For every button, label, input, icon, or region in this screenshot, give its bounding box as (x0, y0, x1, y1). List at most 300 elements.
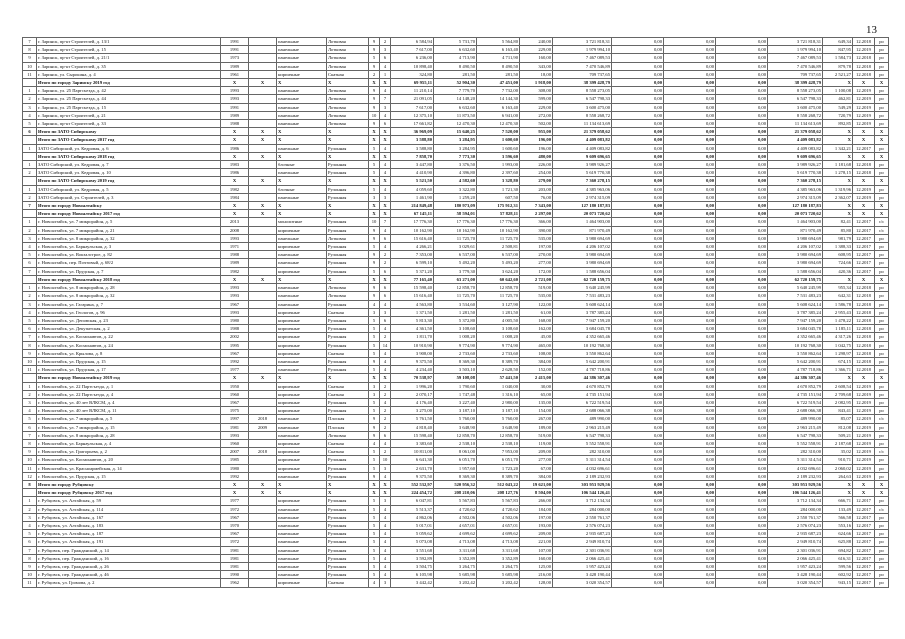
table-cell: 6 047,81 (391, 497, 434, 505)
table-cell: 4 032 696,61 (768, 464, 823, 472)
table-cell: X (853, 275, 875, 283)
table-cell: г. Новоалтайск, ул. Прудская, д. 15 (37, 472, 221, 480)
table-cell: 3 020 354,57 (553, 579, 612, 587)
table-cell: 12.2018 (853, 38, 875, 46)
table-cell: X (249, 374, 277, 382)
table-cell: X (369, 275, 380, 283)
table-cell: 4 (380, 169, 391, 177)
table-cell: 3 550 862,64 (768, 349, 823, 357)
table-cell: 11 210,14 (391, 87, 434, 95)
table-cell: 12.2017 (853, 251, 875, 259)
table-cell: X (380, 152, 391, 160)
table-cell: г. Новоалтайск, ул. Деповская, д. 23 (37, 316, 221, 324)
table-cell: 1 (380, 70, 391, 78)
table-cell: 30,00 (520, 382, 553, 390)
table-cell: 0,00 (664, 161, 716, 169)
table-cell (249, 87, 277, 95)
table-cell: 12.2017 (853, 234, 875, 242)
table-cell: Плоская (327, 423, 369, 431)
table-cell: 6 105,98 (391, 571, 434, 579)
table-row (23, 292, 889, 300)
table-cell: 12.2017 (853, 513, 875, 521)
table-cell: 3 202,42 (477, 579, 520, 587)
table-cell: 2 (380, 423, 391, 431)
table-cell: 2 189 232,93 (768, 472, 823, 480)
table-cell: 20 073 720,62 (553, 210, 612, 218)
table-cell: 0,00 (716, 284, 768, 292)
table-cell: 1 464 903,00 (768, 218, 823, 226)
table-cell: ро (875, 546, 889, 554)
table-cell: Рулонная (327, 538, 369, 546)
table-cell: ро (875, 398, 889, 406)
table-cell: 270,00 (520, 251, 553, 259)
table-row (23, 185, 889, 193)
table-cell: Рулонная (327, 341, 369, 349)
table-cell: 1962 (221, 579, 249, 587)
table-cell: 282 310,00 (553, 448, 612, 456)
table-cell: ро (875, 54, 889, 62)
table-cell: X (380, 374, 391, 382)
table-cell: 0,00 (612, 292, 664, 300)
table-cell: Итого по городу Новоалтайску (37, 202, 221, 210)
table-cell: 6 547 798,33 (768, 431, 823, 439)
table-cell: 7 470 546,89 (768, 62, 823, 70)
table-cell: 2 (369, 70, 380, 78)
table-cell: X (249, 202, 277, 210)
table-cell: 324,80 (391, 70, 434, 78)
table-cell: 7 467 089,53 (768, 54, 823, 62)
table-cell: 2 (23, 390, 37, 398)
table-cell: 1 281,50 (477, 308, 520, 316)
table-cell (23, 489, 37, 497)
table-cell: 0,00 (664, 374, 716, 382)
table-cell: 12.2017 (853, 497, 875, 505)
table-cell: 2 (23, 226, 37, 234)
table-cell: 11 725,70 (477, 292, 520, 300)
table-cell: панельные (277, 505, 327, 513)
table-cell: 0,00 (612, 234, 664, 242)
table-cell: ро (875, 120, 889, 128)
table-cell: 3 779,30 (434, 267, 477, 275)
table-cell: кирпичные (277, 497, 327, 505)
table-row (23, 234, 889, 242)
table-cell: 15 616,40 (391, 292, 434, 300)
table-cell: Рулонная (327, 456, 369, 464)
table-cell: 0,00 (664, 464, 716, 472)
table-cell: 0,00 (716, 513, 768, 521)
table-cell: 209,00 (520, 530, 553, 538)
table-cell: 9 (369, 415, 380, 423)
table-row (23, 62, 889, 70)
table-row (23, 152, 889, 160)
table-cell: 0,00 (612, 341, 664, 349)
table-cell: 3 989 926,27 (553, 161, 612, 169)
table-cell: 2 963 215,49 (768, 423, 823, 431)
table-cell: 216,00 (520, 571, 553, 579)
table-cell: 12.2017 (853, 546, 875, 554)
table-cell: 1 811,70 (391, 333, 434, 341)
table-cell: ро (875, 308, 889, 316)
table-cell: 208 127,76 (477, 489, 520, 497)
table-cell: Рулонная (327, 472, 369, 480)
table-cell: 240,00 (520, 38, 553, 46)
table-cell: 284 000,00 (768, 505, 823, 513)
table-cell: 674,15 (823, 357, 853, 365)
table-cell: 0,00 (716, 95, 768, 103)
table-cell: X (327, 152, 369, 160)
table-cell: 3 029,61 (434, 243, 477, 251)
table-cell: X (853, 202, 875, 210)
table-cell: X (875, 202, 889, 210)
table-cell: 4 (380, 563, 391, 571)
table-cell: 0,00 (612, 579, 664, 587)
table-cell: 0,00 (716, 415, 768, 423)
table-cell: Рулонная (327, 218, 369, 226)
table-cell: 6 (23, 538, 37, 546)
table-cell: 58 594,01 (434, 210, 477, 218)
table-cell: 8 490,50 (477, 62, 520, 70)
table-cell: 4 657,01 (477, 521, 520, 529)
table-cell: 0,00 (716, 136, 768, 144)
table-cell: 1 (23, 218, 37, 226)
table-cell: 4 361,50 (391, 325, 434, 333)
table-cell: панельные (277, 38, 327, 46)
table-cell: 4 (380, 546, 391, 554)
table-cell: 3 227,40 (434, 398, 477, 406)
table-cell (249, 161, 277, 169)
table-cell: панельные (277, 259, 327, 267)
table-cell (249, 530, 277, 538)
table-cell: 2 187,68 (823, 439, 853, 447)
table-cell: 1988 (221, 120, 249, 128)
table-cell: 12 375,10 (391, 111, 434, 119)
table-cell: X (380, 177, 391, 185)
table-cell: 1995 (221, 341, 249, 349)
table-cell: 9 (23, 349, 37, 357)
table-cell: 0,00 (716, 349, 768, 357)
table-cell: 1977 (221, 366, 249, 374)
table-cell: 0,00 (612, 251, 664, 259)
table-cell: 3 383,60 (391, 439, 434, 447)
table-cell: 5 567,83 (434, 497, 477, 505)
table-cell: X (221, 152, 249, 160)
table-cell: X (277, 202, 327, 210)
table-cell: 0,00 (664, 472, 716, 480)
table-cell: 106 544 126,41 (553, 489, 612, 497)
table-cell: 0,00 (716, 70, 768, 78)
table-cell: 489 990,00 (768, 415, 823, 423)
table-cell: 0,00 (664, 152, 716, 160)
table-cell (249, 398, 277, 406)
table-cell: 3 712 134,34 (553, 497, 612, 505)
table-cell: 303 953 929,56 (553, 480, 612, 488)
table-cell: 5 (369, 563, 380, 571)
table-cell: 12 858,70 (434, 431, 477, 439)
table-cell: 0,00 (664, 54, 716, 62)
table-cell: 0,00 (612, 308, 664, 316)
table-cell: 4 (380, 87, 391, 95)
table-cell: 0,00 (612, 87, 664, 95)
table-cell: 0,00 (716, 366, 768, 374)
table-cell: 9 (369, 357, 380, 365)
table-cell: 871 970,49 (553, 226, 612, 234)
table-cell: 0,00 (612, 202, 664, 210)
table-row (23, 563, 889, 571)
table-cell: 6 (23, 325, 37, 333)
table-cell: 0,00 (716, 374, 768, 382)
table-cell: 1975 (221, 407, 249, 415)
table-cell: X (875, 79, 889, 87)
table-cell: Рулонная (327, 185, 369, 193)
table-cell: 0,00 (664, 111, 716, 119)
table-cell: 3 721 818,31 (768, 38, 823, 46)
table-cell: 3 980 694,69 (768, 234, 823, 242)
table-row (23, 431, 889, 439)
table-cell: 1 (23, 144, 37, 152)
table-cell (249, 366, 277, 374)
table-cell: 203,00 (520, 185, 553, 193)
table-cell (249, 243, 277, 251)
table-cell: Рулонная (327, 563, 369, 571)
table-cell: 5 619 770,38 (553, 169, 612, 177)
table-cell (249, 563, 277, 571)
table-cell: 4 396,80 (434, 169, 477, 177)
table-cell: кирпичные (277, 456, 327, 464)
table-cell: панельные (277, 472, 327, 480)
table-cell: 4 (380, 357, 391, 365)
table-cell: ро (875, 423, 889, 431)
table-cell: 0,00 (612, 62, 664, 70)
table-cell: 384,00 (520, 357, 553, 365)
table-cell: 0,00 (664, 144, 716, 152)
table-cell: 2 (23, 95, 37, 103)
table-cell: 4 657,01 (434, 521, 477, 529)
table-cell: Плоская (327, 415, 369, 423)
table-cell: 1 (23, 284, 37, 292)
table-cell: 0,00 (664, 226, 716, 234)
table-cell: 694,82 (823, 546, 853, 554)
table-cell: 4 (380, 505, 391, 513)
table-cell: кирпичные (277, 226, 327, 234)
table-cell: 2 (380, 407, 391, 415)
table-cell: 65,00 (520, 390, 553, 398)
table-cell: 0,00 (716, 259, 768, 267)
table-cell: 3 600 475,00 (553, 103, 612, 111)
table-cell: г. Заринск, ул. 25 Партсъезда, д. 42 (37, 87, 221, 95)
table-cell: г. Заринск, ул. 25 Партсъезда, д. 44 (37, 95, 221, 103)
table-cell: 7 470 546,89 (553, 62, 612, 70)
table-cell: 12.2019 (853, 185, 875, 193)
table-cell: 12.2019 (853, 448, 875, 456)
table-cell: ро (875, 407, 889, 415)
table-cell: 1984 (221, 193, 249, 201)
table-cell: 0,00 (612, 185, 664, 193)
table-cell: 172,00 (520, 267, 553, 275)
table-cell: 343,00 (520, 62, 553, 70)
table-cell: X (369, 210, 380, 218)
table-cell: 0,00 (612, 193, 664, 201)
table-cell: 2 066 425,41 (768, 554, 823, 562)
table-cell: 0,00 (664, 439, 716, 447)
table-cell: 0,00 (612, 513, 664, 521)
table-cell: 5 685,98 (477, 571, 520, 579)
table-cell: 119,00 (520, 439, 553, 447)
table-cell: 2 397,60 (477, 169, 520, 177)
table-cell: 0,00 (716, 357, 768, 365)
table-cell: 502,00 (520, 120, 553, 128)
table-cell: 3 (380, 497, 391, 505)
table-cell: 871 970,49 (768, 226, 823, 234)
table-cell: 1961 (221, 70, 249, 78)
table-cell: панельные (277, 284, 327, 292)
table-cell: 10 162,90 (391, 226, 434, 234)
table-cell: панельные (277, 357, 327, 365)
table-cell: 0,00 (716, 390, 768, 398)
table-cell: г. Заринск, ул. 25 Партсъезда, д. 15 (37, 103, 221, 111)
table-cell: 2 688 066,38 (553, 407, 612, 415)
table-cell: 4 (380, 398, 391, 406)
table-cell: 4 234,40 (391, 366, 434, 374)
table-row (23, 169, 889, 177)
table-cell: г. Рубцовск, ул. Алтайская, д. 191 (37, 538, 221, 546)
table-cell: 0,00 (664, 530, 716, 538)
table-cell: ро (875, 390, 889, 398)
table-cell: 3 (380, 193, 391, 201)
table-cell: 0,00 (664, 292, 716, 300)
table-cell: X (221, 489, 249, 497)
table-cell: Итого по ЗАТО Сибирскому 2017 год (37, 136, 221, 144)
table-cell: 3 020 354,57 (768, 579, 823, 587)
table-cell: г. Новоалтайск, ул. Космонавтов, д. 22 (37, 333, 221, 341)
table-cell: 3 (369, 308, 380, 316)
table-cell: Рулонная (327, 259, 369, 267)
table-cell (249, 193, 277, 201)
table-cell: 7 343,00 (520, 202, 553, 210)
table-row (23, 407, 889, 415)
table-cell: 0,00 (612, 275, 664, 283)
table-cell: 133,49 (823, 505, 853, 513)
table-cell: 0,00 (612, 243, 664, 251)
table-cell: 12.2018 (853, 62, 875, 70)
table-cell: кирпичные (277, 333, 327, 341)
table-row (23, 120, 889, 128)
table-cell: 10 (380, 456, 391, 464)
table-cell: 35,02 (823, 448, 853, 456)
table-cell: 3 648,90 (477, 423, 520, 431)
table-cell: X (369, 79, 380, 87)
table-cell: 3 187,10 (477, 407, 520, 415)
table-cell: 127 180 187,83 (553, 202, 612, 210)
table-cell: 1 747,48 (434, 390, 477, 398)
table-cell: 1 008,20 (434, 333, 477, 341)
table-cell: X (277, 128, 327, 136)
table-cell: ро (875, 579, 889, 587)
table-cell: 2008 (221, 226, 249, 234)
table-cell: ро (875, 251, 889, 259)
table-cell: X (823, 177, 853, 185)
table-cell: 1981 (221, 554, 249, 562)
table-cell: X (853, 374, 875, 382)
table-row (23, 46, 889, 54)
table-cell: ро (875, 530, 889, 538)
table-cell: 106 544 126,41 (768, 489, 823, 497)
table-cell: 0,00 (716, 46, 768, 54)
table-cell: 4 670 852,79 (553, 382, 612, 390)
table-cell: 420,36 (823, 267, 853, 275)
table-cell: 812,08 (823, 423, 853, 431)
table-cell: 15 598,40 (391, 431, 434, 439)
table-cell: 607,50 (477, 193, 520, 201)
table-cell: 2018 (249, 448, 277, 456)
table-cell: 9 375,50 (391, 472, 434, 480)
table-cell: 6 051,70 (434, 456, 477, 464)
table-cell: 6 722 519,54 (768, 398, 823, 406)
table-cell: 7 (380, 218, 391, 226)
table-cell: 11 725,70 (434, 234, 477, 242)
table-cell: 12.2017 (853, 144, 875, 152)
table-cell: 12.2018 (853, 366, 875, 374)
table-cell: 1 316,10 (477, 390, 520, 398)
table-cell: 5 (369, 464, 380, 472)
table-cell: 2 (23, 193, 37, 201)
table-cell: 4 699,62 (477, 530, 520, 538)
table-cell: 11 725,70 (434, 292, 477, 300)
table-cell: 1967 (221, 530, 249, 538)
table-cell: 7 947 159,20 (768, 316, 823, 324)
table-cell: 624,66 (823, 530, 853, 538)
table-cell: 5 731,70 (434, 38, 477, 46)
table-cell: кирпичные (277, 398, 327, 406)
table-cell: 3 284,95 (434, 136, 477, 144)
table-cell: ро (875, 456, 889, 464)
table-cell: 4 713,90 (434, 54, 477, 62)
table-cell: X (823, 128, 853, 136)
table-cell: 5 640 245,99 (553, 284, 612, 292)
table-cell: панельные (277, 234, 327, 242)
table-cell: 1993 (221, 87, 249, 95)
table-cell: Рулонная (327, 546, 369, 554)
table-cell: 5 (23, 251, 37, 259)
table-cell: 0,00 (664, 136, 716, 144)
table-cell: 0,00 (716, 448, 768, 456)
table-cell: Рулонная (327, 333, 369, 341)
table-cell: 108,00 (520, 349, 553, 357)
table-cell: 535,00 (520, 234, 553, 242)
table-cell: 1 042,75 (823, 341, 853, 349)
table-cell: 12.2017 (853, 530, 875, 538)
table-cell: 9 774,90 (477, 341, 520, 349)
table-cell: г. Новоалтайск, ул. Космонавтов, д. 24 (37, 341, 221, 349)
table-cell: 3 352,89 (434, 554, 477, 562)
table-cell: 3 264,75 (434, 563, 477, 571)
table-cell: 2 301 036,91 (768, 546, 823, 554)
table-cell: 3 187,10 (434, 407, 477, 415)
table-cell: г. Новоалтайск, пер. Почтовый, д. 68/2 (37, 259, 221, 267)
table-cell: 0,00 (664, 415, 716, 423)
table-cell: 69 955,11 (391, 79, 434, 87)
table-row (23, 464, 889, 472)
table-cell: 4 (380, 366, 391, 374)
table-cell: 5 311 314,54 (768, 456, 823, 464)
table-row (23, 308, 889, 316)
table-cell: 6 (380, 292, 391, 300)
table-cell: 12.2018 (853, 284, 875, 292)
table-cell: 0,00 (664, 128, 716, 136)
table-cell (249, 169, 277, 177)
table-cell: 1950 (221, 382, 249, 390)
table-cell: Лотковая (327, 234, 369, 242)
table-cell: 7 (23, 431, 37, 439)
